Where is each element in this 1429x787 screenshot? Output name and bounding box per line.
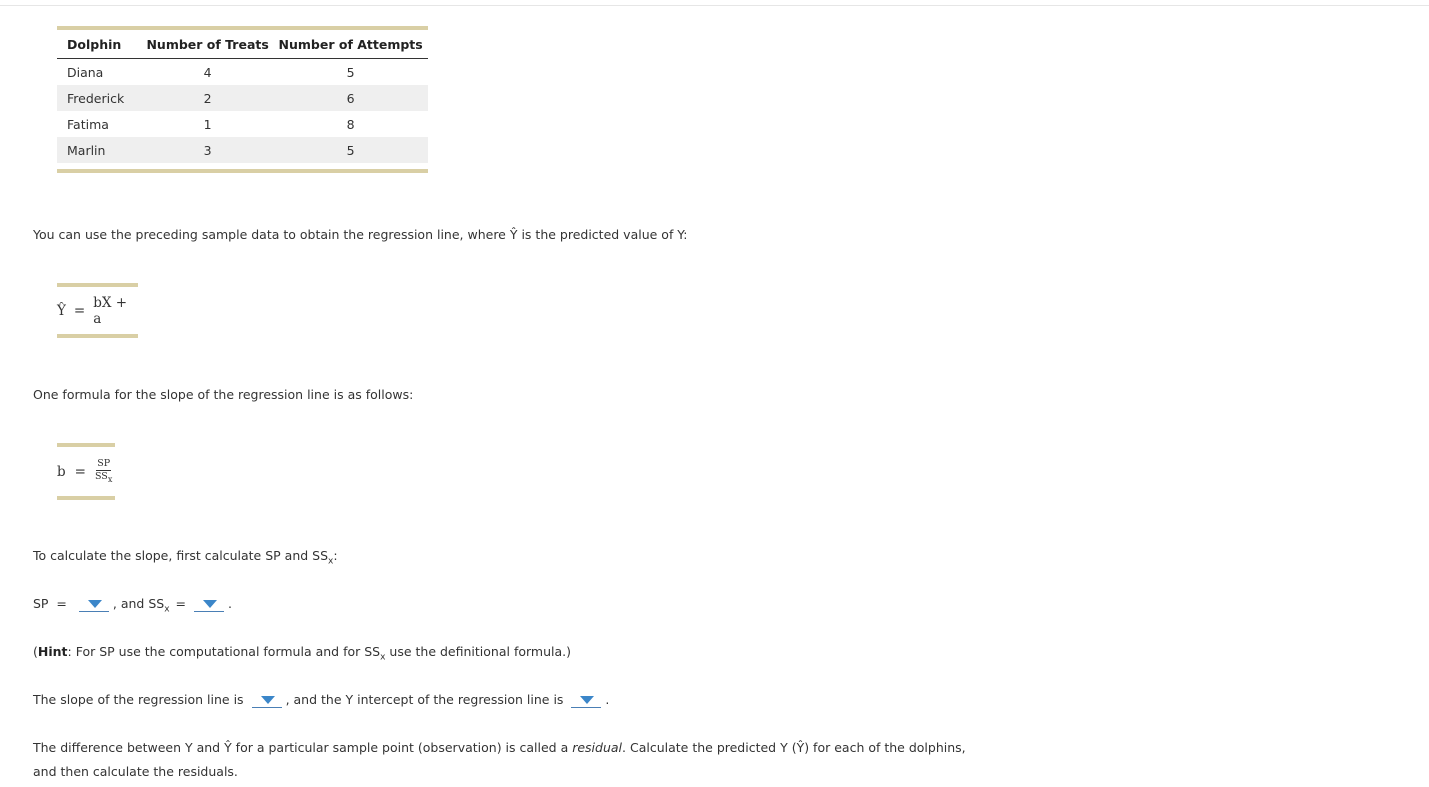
cell-treats: 2 [142,85,273,111]
eq-equals: = [73,302,86,319]
cell-attempts: 6 [273,85,428,111]
slope-dropdown[interactable] [252,692,282,708]
slope-formula-box [57,443,115,500]
dropdown-arrow-icon [88,600,102,608]
slope-intercept-question [33,692,609,708]
hint-label: Hint [37,644,68,659]
eq-equals: = [74,463,86,480]
header-dolphin: Dolphin [57,30,142,59]
hint-text [33,644,571,663]
q1-period: . [227,596,232,611]
cell-attempts: 5 [273,137,428,163]
cell-dolphin: Diana [67,64,104,80]
formula-bottom-rule [57,496,115,500]
hint-text-post: use the definitional formula.) [385,644,571,659]
fraction-denominator [95,471,112,485]
cell-treats: 4 [203,64,212,80]
cell-treats: 3 [142,137,273,163]
q2-period: . [605,692,610,707]
p3-text: To calculate the slope, first calculate SP and SS [33,548,329,563]
eq-rhs: bX + a [93,294,128,327]
cell-dolphin: Marlin [57,137,142,163]
hint-text-pre: : For SP use the computational formula and for SS [67,644,381,659]
header-number-of-attempts: Number of Attempts [273,30,428,59]
sp-ssx-question [33,596,232,615]
residual-explanation-text [33,740,966,755]
p4-text-a: The difference between Y and Ŷ for a particular sample point (observation) is called a [33,740,573,755]
residual-explanation-line2: and then calculate the residuals. [33,764,238,779]
dropdown-arrow-icon [261,696,275,704]
ssx-dropdown[interactable] [194,596,224,612]
sp-dropdown[interactable] [79,596,109,612]
cell-treats: 1 [203,116,212,132]
fraction-numerator: SP [97,457,111,469]
formula-bottom-rule [57,334,138,338]
ssx-subscript: x [164,604,170,615]
slope-formula-intro-text: One formula for the slope of the regression line is as follows: [33,387,414,402]
p3-colon: : [333,548,338,563]
sp-over-ssx-fraction [95,459,112,485]
p3-subscript: x [328,556,334,567]
intercept-dropdown[interactable] [571,692,601,708]
ssx-label: , and SS [112,596,165,611]
eq-yhat: Ŷ [57,302,66,319]
table-row [57,137,428,163]
header-number-of-treats: Number of Treats [142,30,273,59]
slope-question-label: The slope of the regression line is [33,692,244,707]
sp-label: SP = [33,596,67,611]
ssx-equals: = [175,596,186,611]
cell-attempts: 8 [346,116,355,132]
denominator-ss: SS [94,470,108,482]
residual-term: residual [572,740,623,755]
top-divider [0,5,1429,6]
calculate-slope-text [33,548,338,567]
hint-subscript: x [380,652,386,663]
table-row [57,85,428,111]
table-header-row [57,30,428,59]
regression-equation-box [57,283,138,338]
dolphin-data-table [57,26,428,173]
dropdown-arrow-icon [580,696,594,704]
p4-text-b: . Calculate the predicted Y (Ŷ) for each of the dolphins, [622,740,966,755]
cell-dolphin: Fatima [67,116,109,132]
hint-open-paren: ( [33,644,38,659]
dropdown-arrow-icon [203,600,217,608]
table-bottom-rule [57,169,428,173]
denominator-subscript: x [107,474,113,484]
eq-b: b [57,463,66,480]
intercept-question-label: , and the Y intercept of the regression line is [285,692,564,707]
table-row [57,111,428,137]
table-row [57,59,428,86]
cell-dolphin: Frederick [57,85,142,111]
cell-attempts: 5 [346,64,355,80]
regression-intro-text: You can use the preceding sample data to obtain the regression line, where Ŷ is the predicted value of Y: [33,227,688,242]
